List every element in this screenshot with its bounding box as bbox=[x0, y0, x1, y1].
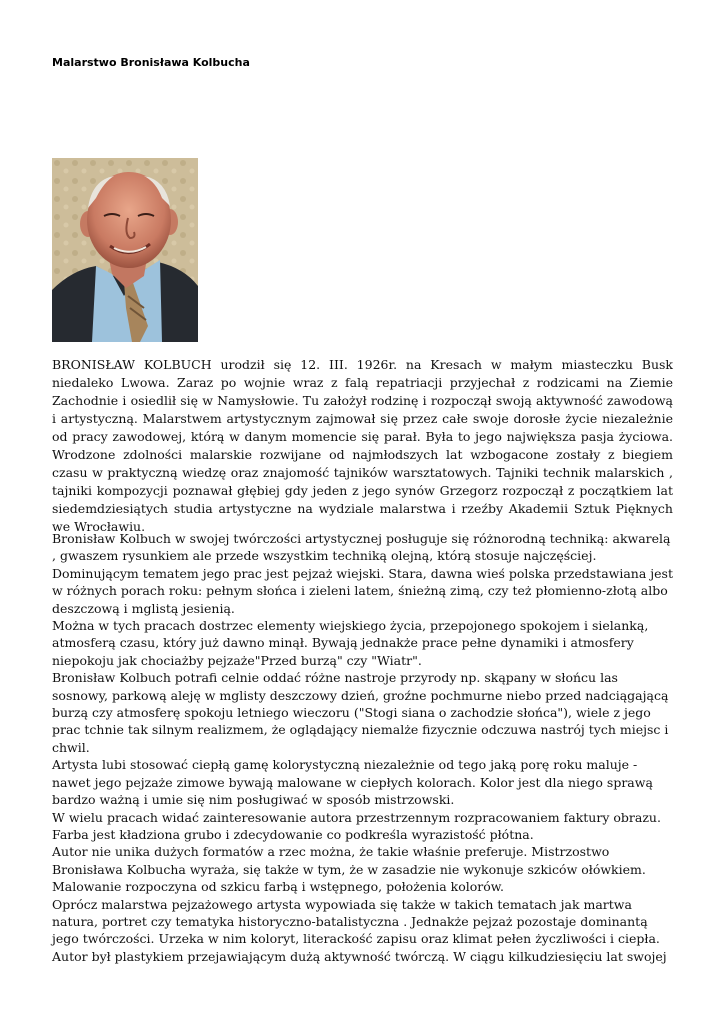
body-paragraph: Bronisław Kolbuch w swojej twórczości artystycznej posługuje się różnorodną techniką: akwarelą , gwaszem rysunkiem ale przede wszystkim techniką olejną, którą stosuje najczęściej. bbox=[52, 531, 671, 564]
body-paragraph: Oprócz malarstwa pejzażowego artysta wypowiada się także w takich tematach jak martwa natura, portret czy tematyka historyczno-batalistyczna . Jednakże pejzaż pozostaje dominantą jego twórczości. Urzeka w nim koloryt, literackość zapisu oraz klimat pełen życzliwości i ciepła. bbox=[52, 896, 660, 947]
portrait-photo bbox=[52, 158, 198, 342]
body-paragraph: W wielu pracach widać zainteresowanie autora przestrzennym rozpracowaniem faktury obrazu. Farba jest kładziona grubo i zdecydowanie co podkreśla wyrazistość płótna. bbox=[52, 809, 661, 842]
body-paragraph: Dominującym tematem jego prac jest pejzaż wiejski. Stara, dawna wieś polska przedstawiana jest w różnych porach roku: pełnym słońca i zieleni latem, śnieżną zimą, czy też płomienno-złotą albo deszczową i mglistą jesienią. bbox=[52, 565, 673, 616]
body-paragraph: Można w tych pracach dostrzec elementy wiejskiego życia, przepojonego spokojem i sielanką, atmosferą czasu, który już dawno minął. Bywają jednakże prace pełne dynamiki i atmosfery niepokoju jak chociażby pejzaże"Przed burzą" czy "Wiatr". bbox=[52, 618, 649, 668]
body-text bbox=[52, 530, 673, 965]
body-paragraph: Bronisław Kolbuch potrafi celnie oddać różne nastroje przyrody np. skąpany w słońcu las sosnowy, parkową aleję w mglisty deszczowy dzień, groźne pochmurne niebo przed nadciągającą burzą czy atmosferę spokoju letniego wieczoru ("Stogi siana o zachodzie słońca"), wiele z jego prac tchnie tak silnym realizmem, że oglądający niemalże fizycznie odczuwa nastrój tych miejsc i chwil. bbox=[52, 670, 669, 755]
body-paragraph: Autor był plastykiem przejawiającym dużą aktywność twórczą. W ciągu kilkudziesięciu lat swojej bbox=[52, 948, 667, 964]
body-paragraph: Autor nie unika dużych formatów a rzec można, że takie właśnie preferuje. Mistrzostwo Bronisława Kolbucha wyraża, się także w tym, że w zasadzie nie wykonuje szkiców ołówkiem. Malowanie rozpoczyna od szkicu farbą i wstępnego, położenia kolorów. bbox=[52, 844, 646, 895]
body-paragraph: Artysta lubi stosować ciepłą gamę kolorystyczną niezależnie od tego jaką porę roku maluje - nawet jego pejzaże zimowe bywają malowane w ciepłych kolorach. Kolor jest dla niego sprawą bardzo ważną i umie się nim posługiwać w sposób mistrzowski. bbox=[52, 757, 653, 808]
document-title: Malarstwo Bronisława Kolbucha bbox=[52, 56, 250, 69]
intro-paragraph: BRONISŁAW KOLBUCH urodził się 12. III. 1926r. na Kresach w małym miasteczku Busk niedaleko Lwowa. Zaraz po wojnie wraz z falą repatriacji przyjechał z rodzicami na Ziemie Zachodnie i osiedlił się w Namysłowie. Tu założył rodzinę i rozpoczął swoją aktywność zawodową i artystyczną. Malarstwem artystycznym zajmował się przez całe swoje dorosłe życie niezależnie od pracy zawodowej, którą w danym momencie się parał. Była to jego największa pasja życiowa. Wrodzone zdolności malarskie rozwijane od najmłodszych lat wzbogacone zostały z biegiem czasu w praktyczną wiedzę oraz znajomość tajników warsztatowych. Tajniki technik malarskich , tajniki kompozycji poznawał głębiej gdy jeden z jego synów Grzegorz rozpoczął z początkiem lat siedemdziesiątych studia artystyczne na wydziale malarstwa i rzeźby Akademii Sztuk Pięknych we Wrocławiu. bbox=[52, 357, 673, 534]
